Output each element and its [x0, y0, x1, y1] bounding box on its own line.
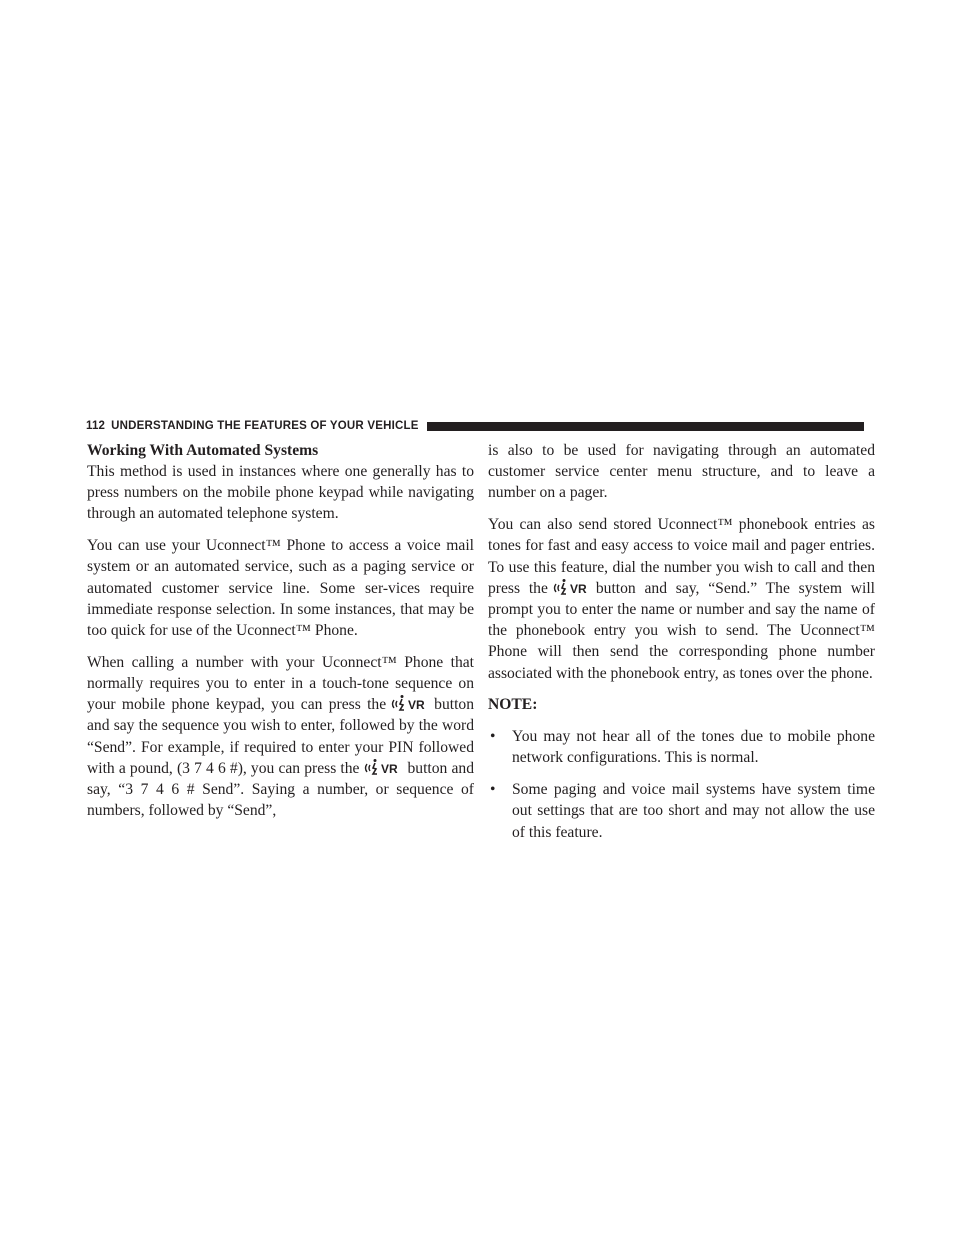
- list-item: [488, 779, 875, 843]
- header-rule: [427, 422, 864, 431]
- right-column: [488, 440, 875, 853]
- bullet-icon: •: [490, 728, 496, 746]
- list-item: [488, 726, 875, 768]
- page-header: [86, 418, 864, 434]
- text-segment: button and say, “Send.” The system will prompt you to enter the name or number and say the name of the phonebook entry you wish to send. The Uconnect™ Phone will then send the corresponding phone number associated with the phonebook entry, as tones over the phone.: [488, 579, 875, 682]
- svg-text:VR: VR: [381, 761, 399, 776]
- paragraph-access-voicemail: You can use your Uconnect™ Phone to access a voice mail system or an automated service, such as a paging service or automated customer service line. Some ser-vices require immediate response selection. In some instances, that may be too quick for use of the Uconnect™ Phone.: [87, 537, 474, 640]
- paragraph-phonebook-tones: [488, 514, 875, 684]
- paragraph-intro: This method is used in instances where one generally has to press numbers on the mobile phone keypad while navigating through an automated telephone system.: [87, 463, 474, 523]
- voice-recognition-icon: [363, 758, 403, 776]
- paragraph-navigation: is also to be used for navigating through an automated customer service center menu structure, and to leave a number on a pager.: [488, 442, 875, 502]
- voice-recognition-icon: [552, 578, 592, 596]
- section-title: UNDERSTANDING THE FEATURES OF YOUR VEHICLE: [111, 420, 419, 432]
- text-segment: button and say the sequence you wish to enter, followed by the word “Send”. For example, if required to enter your PIN followed with a pound, (3 7 4 6 #), you can press the: [87, 696, 474, 777]
- bullet-icon: •: [490, 781, 496, 799]
- svg-text:VR: VR: [569, 581, 587, 596]
- note-list: [488, 726, 875, 843]
- left-column: [87, 440, 474, 832]
- text-segment: You can also send stored Uconnect™ phonebook entries as tones for fast and easy access to voice mail and pager entries. To use this feature, dial the number you wish to call and then press the: [488, 516, 875, 597]
- note-label: NOTE:: [488, 696, 538, 714]
- svg-text:VR: VR: [408, 698, 425, 713]
- voice-recognition-icon: [390, 694, 430, 712]
- page-number: 112: [86, 420, 106, 432]
- text-segment: button and say, “3 7 4 6 # Send”. Saying a number, or sequence of numbers, followed by “Send”,: [87, 759, 474, 820]
- paragraph-touch-tone: [87, 652, 474, 822]
- section-heading: Working With Automated Systems: [87, 442, 319, 459]
- list-item-text: You may not hear all of the tones due to mobile phone network configurations. This is normal.: [512, 728, 875, 767]
- list-item-text: Some paging and voice mail systems have system time out settings that are too short and may not allow the use of this feature.: [512, 781, 875, 841]
- text-segment: When calling a number with your Uconnect™ Phone that normally requires you to enter in a touch-tone sequence on your mobile phone keypad, you can press the: [87, 653, 474, 714]
